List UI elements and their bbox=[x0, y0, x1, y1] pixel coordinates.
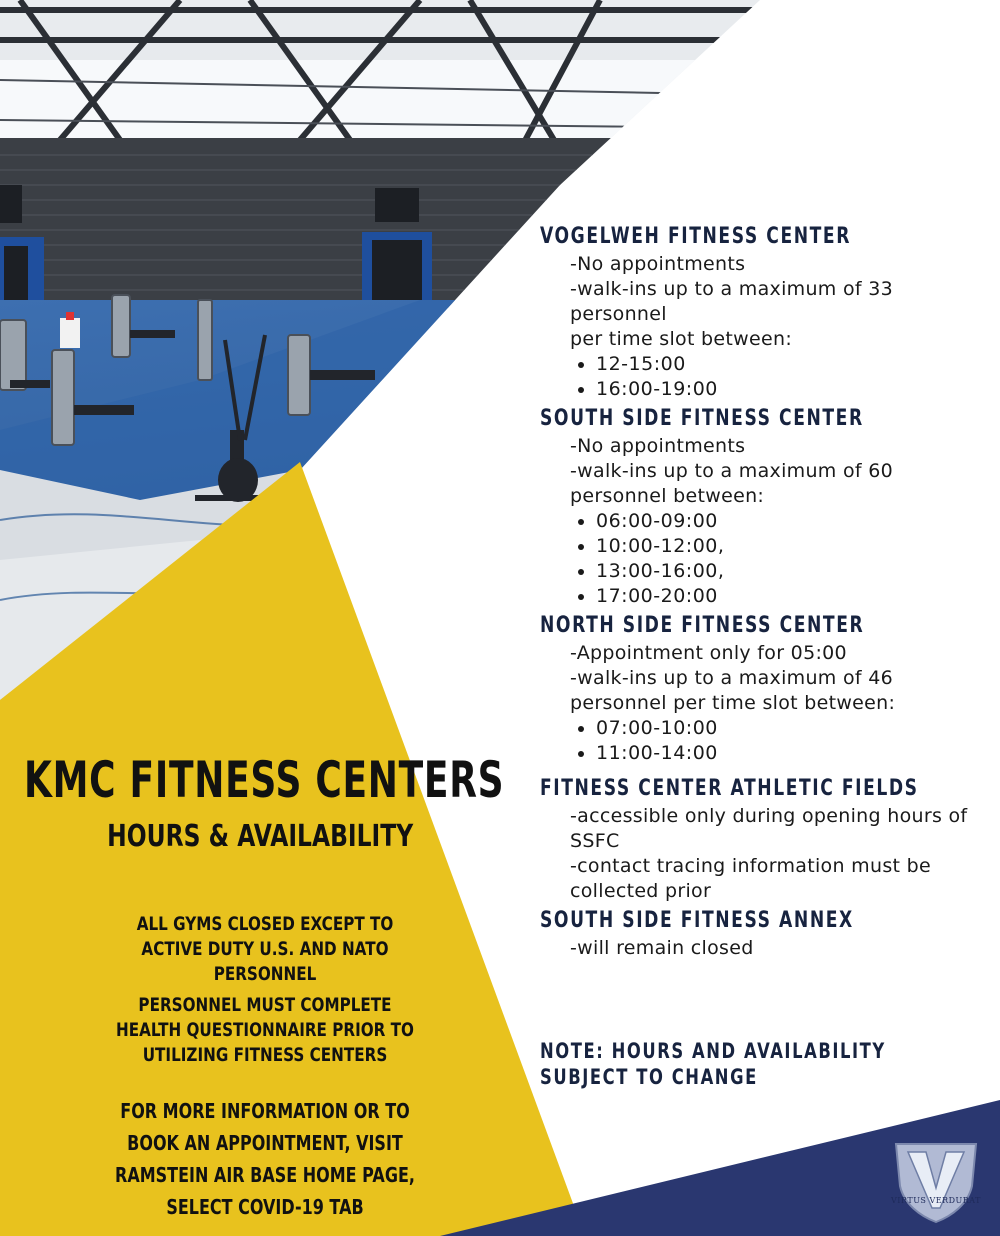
section-heading: FITNESS CENTER ATHLETIC FIELDS bbox=[540, 776, 919, 801]
time-slot: • 07:00-10:00 bbox=[596, 716, 980, 741]
notice-eligibility: ALL GYMS CLOSED EXCEPT TO ACTIVE DUTY U.S. AND NATO PERSONNEL bbox=[136, 913, 394, 985]
section-north-side bbox=[540, 611, 980, 766]
time-slot: • 06:00-09:00 bbox=[596, 509, 980, 534]
section-heading: SOUTH SIDE FITNESS ANNEX bbox=[540, 908, 854, 933]
time-slot: • 10:00-12:00, bbox=[596, 534, 980, 559]
section-line: -contact tracing information must be collected prior bbox=[570, 855, 931, 902]
section-line: per time slot between: bbox=[570, 328, 793, 350]
schedule-column bbox=[540, 220, 980, 961]
time-slot: • 11:00-14:00 bbox=[596, 741, 980, 766]
section-heading: NORTH SIDE FITNESS CENTER bbox=[540, 613, 865, 638]
notice-questionnaire: PERSONNEL MUST COMPLETE HEALTH QUESTIONNAIRE PRIOR TO UTILIZING FITNESS CENTERS bbox=[116, 994, 414, 1066]
section-heading: SOUTH SIDE FITNESS CENTER bbox=[540, 406, 864, 431]
section-line: -will remain closed bbox=[570, 937, 754, 959]
section-line: -Appointment only for 05:00 bbox=[570, 642, 847, 664]
section-fitness-annex bbox=[540, 906, 980, 961]
section-line: -No appointments bbox=[570, 435, 746, 457]
time-slot-list bbox=[540, 509, 980, 609]
section-line: -accessible only during opening hours of SSFC bbox=[570, 805, 968, 852]
section-line: -walk-ins up to a maximum of 60 personnel between: bbox=[570, 460, 893, 507]
section-line: -walk-ins up to a maximum of 46 personnel per time slot between: bbox=[570, 667, 896, 714]
time-slot: • 13:00-16:00, bbox=[596, 559, 980, 584]
time-slot: • 17:00-20:00 bbox=[596, 584, 980, 609]
time-slot-list bbox=[540, 716, 980, 766]
emblem-motto: VIRTUS VERDURAT bbox=[891, 1196, 981, 1205]
time-slot: • 12-15:00 bbox=[596, 352, 980, 377]
section-south-side bbox=[540, 404, 980, 609]
change-note: NOTE: HOURS AND AVAILABILITY SUBJECT TO CHANGE bbox=[540, 1039, 886, 1089]
section-athletic-fields bbox=[540, 774, 980, 904]
poster-title: KMC FITNESS CENTERS bbox=[24, 751, 505, 809]
section-heading: VOGELWEH FITNESS CENTER bbox=[540, 224, 851, 249]
notice-more-info: FOR MORE INFORMATION OR TO BOOK AN APPOINTMENT, VISIT RAMSTEIN AIR BASE HOME PAGE, SELECT COVID-19 TAB bbox=[115, 1099, 415, 1219]
section-vogelweh bbox=[540, 222, 980, 402]
section-line: -No appointments bbox=[570, 253, 746, 275]
time-slot: • 16:00-19:00 bbox=[596, 377, 980, 402]
section-line: -walk-ins up to a maximum of 33 personnel bbox=[570, 278, 893, 325]
shield-v-emblem-icon bbox=[888, 1138, 984, 1224]
time-slot-list bbox=[540, 352, 980, 402]
poster-subtitle: HOURS & AVAILABILITY bbox=[106, 819, 414, 854]
